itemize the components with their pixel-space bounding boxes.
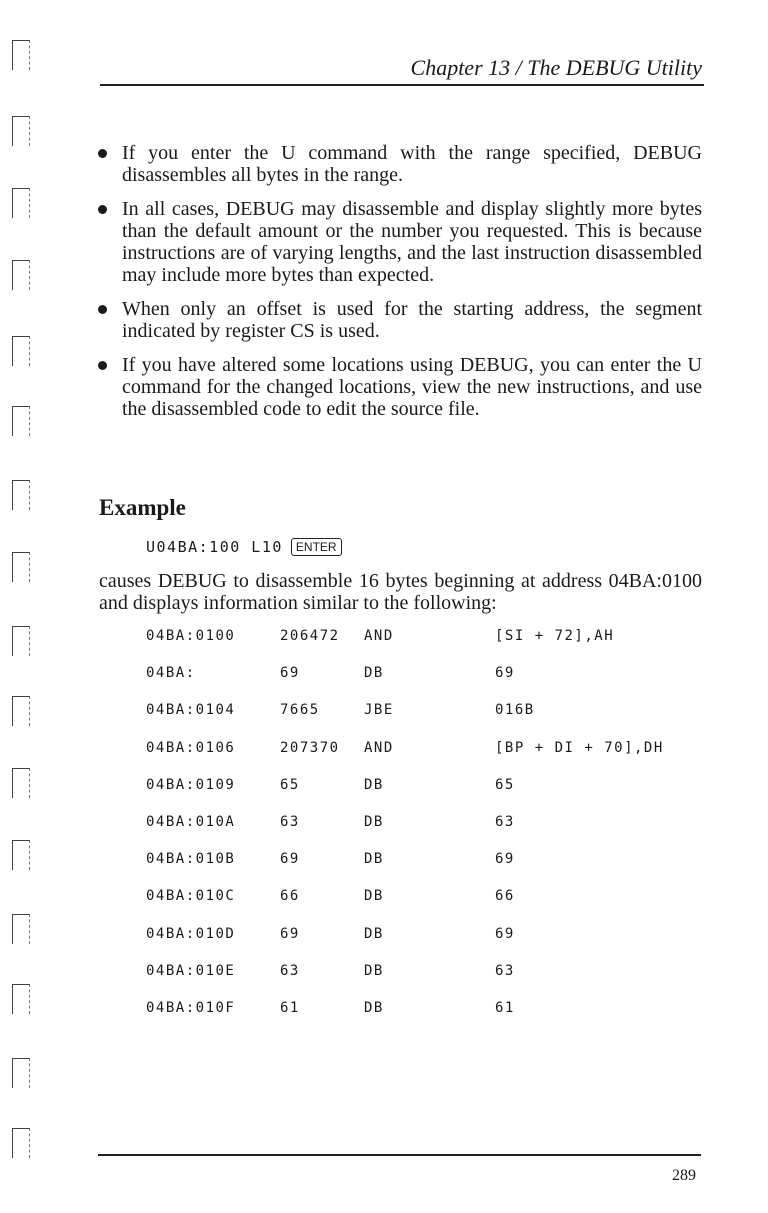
bullet-item: In all cases, DEBUG may disassemble and display slightly more bytes than the default amount or the number you requested. This is because instructions are of varying lengths, and the last instruction disassembled may include more bytes than expected. (96, 198, 702, 286)
disassembly-listing (146, 626, 706, 1035)
bullet-item: If you have altered some locations using DEBUG, you can enter the U command for the changed locations, view the new instructions, and use the disassembled code to edit the source file. (96, 354, 702, 420)
example-command (146, 537, 342, 557)
running-header: Chapter 13 / The DEBUG Utility (410, 55, 702, 80)
bullet-icon (98, 305, 107, 314)
listing-row: 04BA:0100 206472 AND [SI + 72],AH (146, 628, 615, 644)
bullet-icon (98, 149, 107, 158)
listing-row: 04BA:0106 207370 AND [BP + DI + 70],DH (146, 739, 664, 756)
bullet-item: When only an offset is used for the starting address, the segment indicated by register CS is used. (96, 298, 702, 342)
listing-row: 04BA:010D 69 DB 69 (146, 925, 515, 942)
listing-row: 04BA:010C 66 DB 66 (146, 888, 515, 905)
listing-row: 04BA:010F 61 DB 61 (146, 999, 515, 1016)
enter-key-icon: ENTER (291, 538, 342, 556)
listing-row: 04BA:010B 69 DB 69 (146, 851, 515, 868)
bullet-icon (98, 205, 107, 214)
listing-row: 04BA:0109 65 DB 65 (146, 776, 515, 793)
bullet-icon (98, 361, 107, 370)
listing-row: 04BA:010E 63 DB 63 (146, 962, 515, 979)
command-text: U04BA:100 L10 (146, 538, 283, 556)
example-description: causes DEBUG to disassemble 16 bytes beginning at address 04BA:0100 and displays information similar to the following: (99, 570, 702, 614)
bullet-list (96, 142, 702, 432)
example-heading: Example (99, 495, 186, 520)
listing-row: 04BA:0104 7665 JBE 016B (146, 702, 535, 719)
listing-row: 04BA: 69 DB 69 (146, 665, 515, 682)
header-rule (100, 84, 704, 86)
bullet-item: If you enter the U command with the range specified, DEBUG disassembles all bytes in the range. (96, 142, 702, 186)
listing-row: 04BA:010A 63 DB 63 (146, 813, 515, 830)
margin-punch-marks (8, 40, 42, 1160)
page-number: 289 (672, 1167, 696, 1184)
footer-rule (98, 1154, 701, 1156)
